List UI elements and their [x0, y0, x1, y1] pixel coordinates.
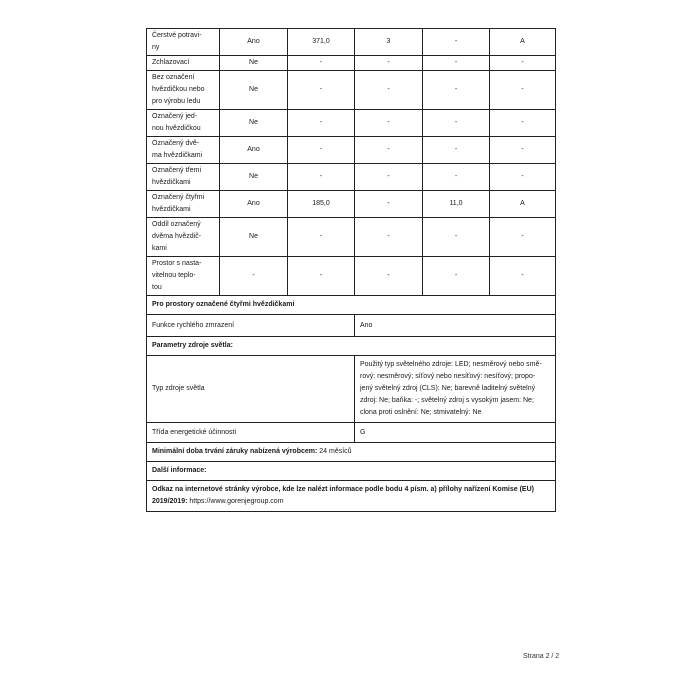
- compartment-col-3: -: [355, 218, 423, 257]
- compartment-col-3: -: [355, 191, 423, 218]
- compartment-col-5: -: [490, 218, 556, 257]
- compartment-name-line: Označený dvě-: [152, 140, 200, 147]
- compartment-col-4: -: [423, 137, 490, 164]
- compartment-col-5: -: [490, 56, 556, 71]
- compartment-col-5: -: [490, 71, 556, 110]
- table-row: [147, 257, 556, 296]
- compartment-present: Ne: [220, 71, 288, 110]
- light-type-line: zdroj: Ne; baňka: -; světelný zdroj s vysokým jasem: Ne;: [360, 397, 534, 404]
- compartment-present: Ne: [220, 110, 288, 137]
- compartment-volume: 371,0: [288, 29, 355, 56]
- compartment-name: [147, 191, 220, 218]
- compartment-name-line: Zchlazovací: [152, 59, 190, 66]
- more-info-heading: Další informace:: [147, 462, 556, 481]
- light-type-line: clona proti oslnění: Ne; stmivatelný: Ne: [360, 409, 482, 416]
- compartment-name-line: kami: [152, 245, 167, 252]
- link-text-line2: [152, 496, 550, 508]
- four-star-heading-row: [147, 296, 556, 315]
- compartment-col-3: -: [355, 257, 423, 296]
- compartment-name-line: hvězdičkou nebo: [152, 86, 205, 93]
- fast-freeze-label: Funkce rychlého zmrazení: [147, 315, 355, 337]
- compartment-col-5: -: [490, 137, 556, 164]
- compartment-name-line: Označený čtyřmi: [152, 194, 205, 201]
- light-type-row: [147, 356, 556, 423]
- warranty-value: 24 měsíců: [319, 448, 352, 455]
- compartment-col-4: 11,0: [423, 191, 490, 218]
- compartment-col-4: -: [423, 257, 490, 296]
- table-row: [147, 218, 556, 257]
- compartment-col-4: -: [423, 218, 490, 257]
- compartment-name-line: hvězdičkami: [152, 179, 191, 186]
- compartment-col-4: -: [423, 164, 490, 191]
- compartment-col-3: -: [355, 137, 423, 164]
- warranty-cell: [147, 443, 556, 462]
- compartment-volume: -: [288, 218, 355, 257]
- compartment-col-4: -: [423, 110, 490, 137]
- compartment-col-3: -: [355, 110, 423, 137]
- table-row: [147, 71, 556, 110]
- compartment-col-4: -: [423, 56, 490, 71]
- light-type-line: Použitý typ světelného zdroje: LED; nesměrový nebo smě-: [360, 361, 542, 368]
- table-row: [147, 191, 556, 218]
- compartment-name-line: Prostor s nasta-: [152, 260, 202, 267]
- more-info-row: [147, 462, 556, 481]
- compartment-name-line: dvěma hvězdič-: [152, 233, 202, 240]
- link-text-line1: Odkaz na internetové stránky výrobce, kde lze nalézt informace podle bodu 4 písm. a) přílohy nařízení Komise (EU): [152, 486, 534, 493]
- compartment-name: [147, 137, 220, 164]
- warranty-label: Minimální doba trvání záruky nabízená výrobcem:: [152, 448, 318, 455]
- compartment-present: Ne: [220, 164, 288, 191]
- light-type-line: jený světelný zdroj (CLS): Ne; barevně laditelný světelný: [360, 385, 536, 392]
- compartment-volume: -: [288, 110, 355, 137]
- compartment-name-line: tou: [152, 284, 162, 291]
- compartment-name: [147, 257, 220, 296]
- link-row: [147, 481, 556, 512]
- compartment-volume: -: [288, 164, 355, 191]
- compartment-name-line: nou hvězdičkou: [152, 125, 201, 132]
- four-star-heading: Pro prostory označené čtyřmi hvězdičkami: [147, 296, 556, 315]
- page-number: Strana 2 / 2: [523, 653, 560, 660]
- compartment-volume: -: [288, 257, 355, 296]
- compartment-present: Ano: [220, 191, 288, 218]
- details-rows: [147, 296, 556, 512]
- compartment-volume: 185,0: [288, 191, 355, 218]
- light-type-line: rový: nesměrový; síťový nebo nesíťový: nesíťový; propo-: [360, 373, 536, 380]
- light-heading-row: [147, 337, 556, 356]
- energy-class-label: Třída energetické účinnosti: [147, 423, 355, 443]
- fast-freeze-row: [147, 315, 556, 337]
- compartment-col-3: -: [355, 71, 423, 110]
- compartment-name: [147, 71, 220, 110]
- compartment-present: Ne: [220, 56, 288, 71]
- compartment-present: Ano: [220, 29, 288, 56]
- compartment-col-5: -: [490, 257, 556, 296]
- compartment-name-line: Označený jed-: [152, 113, 198, 120]
- compartment-rows: [147, 29, 556, 296]
- compartment-name: [147, 29, 220, 56]
- warranty-row: [147, 443, 556, 462]
- table-row: [147, 137, 556, 164]
- fast-freeze-value: Ano: [355, 315, 556, 337]
- table-row: [147, 56, 556, 71]
- compartment-col-3: 3: [355, 29, 423, 56]
- spec-table: [146, 28, 556, 512]
- compartment-name: [147, 218, 220, 257]
- compartment-name-line: Oddíl označený: [152, 221, 201, 228]
- link-cell: [147, 481, 556, 512]
- compartment-col-5: A: [490, 191, 556, 218]
- compartment-name-line: Označený třemi: [152, 167, 202, 174]
- table-row: [147, 29, 556, 56]
- energy-class-row: [147, 423, 556, 443]
- manufacturer-url[interactable]: https://www.gorenjegroup.com: [189, 498, 284, 505]
- compartment-volume: -: [288, 71, 355, 110]
- compartment-col-4: -: [423, 29, 490, 56]
- table-row: [147, 164, 556, 191]
- compartment-name-line: hvězdičkami: [152, 206, 191, 213]
- compartment-col-5: -: [490, 110, 556, 137]
- compartment-present: Ano: [220, 137, 288, 164]
- compartment-col-5: -: [490, 164, 556, 191]
- compartment-name: [147, 164, 220, 191]
- table-row: [147, 110, 556, 137]
- compartment-volume: -: [288, 137, 355, 164]
- compartment-col-4: -: [423, 71, 490, 110]
- compartment-col-3: -: [355, 56, 423, 71]
- compartment-name: [147, 56, 220, 71]
- light-type-label: Typ zdroje světla: [147, 356, 355, 423]
- compartment-present: -: [220, 257, 288, 296]
- light-heading: Parametry zdroje světla:: [147, 337, 556, 356]
- compartment-col-3: -: [355, 164, 423, 191]
- compartment-col-5: A: [490, 29, 556, 56]
- regulation-ref: 2019/2019:: [152, 498, 188, 505]
- compartment-name-line: Bez označení: [152, 74, 195, 81]
- compartment-name: [147, 110, 220, 137]
- compartment-name-line: pro výrobu ledu: [152, 98, 201, 105]
- light-type-value: [355, 356, 556, 423]
- specification-sheet: [146, 28, 555, 512]
- compartment-name-line: ma hvězdičkami: [152, 152, 203, 159]
- compartment-name-line: ny: [152, 44, 160, 51]
- compartment-name-line: vitelnou teplo-: [152, 272, 196, 279]
- compartment-volume: -: [288, 56, 355, 71]
- compartment-name-line: Čerstvé potravi-: [152, 32, 202, 39]
- energy-class-value: G: [355, 423, 556, 443]
- compartment-present: Ne: [220, 218, 288, 257]
